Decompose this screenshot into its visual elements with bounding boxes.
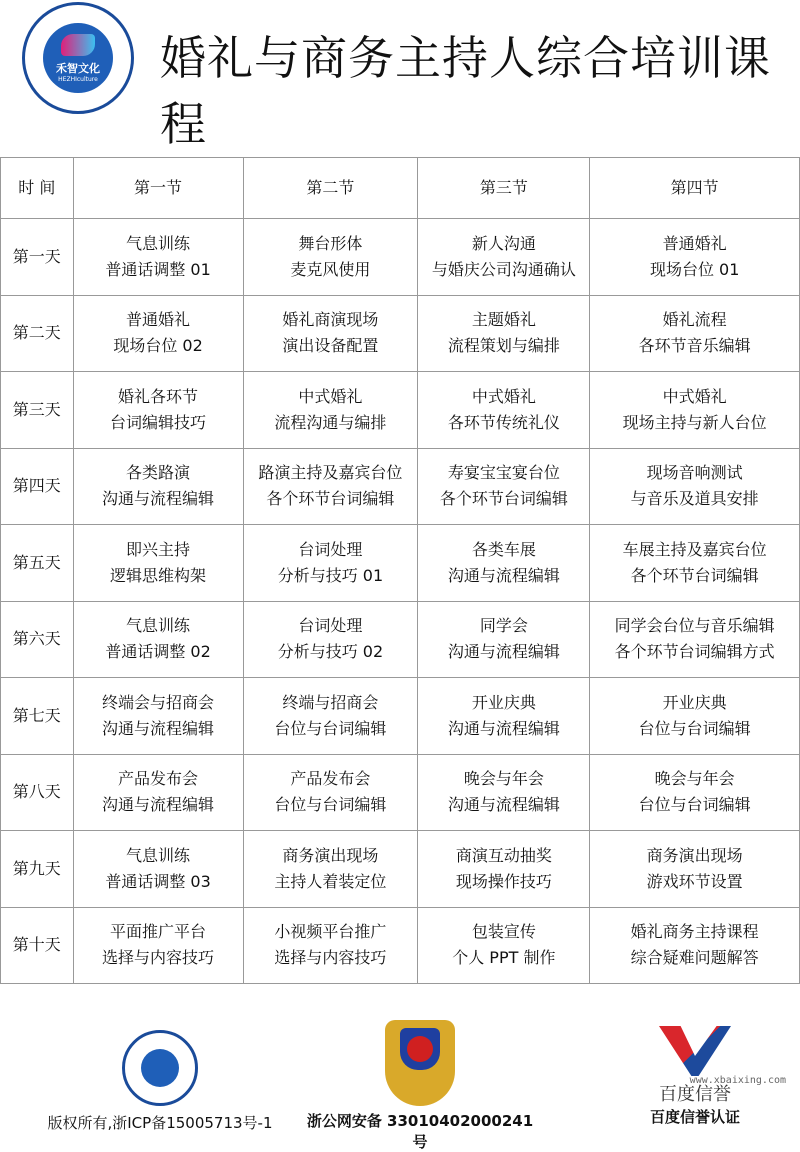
session-line: 普通话调整 01 <box>105 259 211 279</box>
session-line: 台位与台词编辑 <box>638 718 751 738</box>
session-cell <box>418 219 590 296</box>
session-line: 各个环节台词编辑 <box>630 565 759 585</box>
session-cell <box>243 295 418 372</box>
session-line: 演出设备配置 <box>282 336 379 356</box>
day-cell: 第四天 <box>1 448 74 525</box>
session-line: 与音乐及道具安排 <box>630 489 759 509</box>
session-cell <box>73 295 243 372</box>
session-line: 普通话调整 02 <box>105 642 211 662</box>
session-cell <box>243 601 418 678</box>
session-line: 婚礼商演现场 <box>282 310 379 330</box>
baidu-credibility-icon <box>659 1026 731 1076</box>
session-cell <box>418 525 590 602</box>
table-row <box>1 601 800 678</box>
session-cell <box>73 907 243 984</box>
session-cell <box>418 907 590 984</box>
session-cell <box>418 295 590 372</box>
session-line: 游戏环节设置 <box>646 871 743 891</box>
session-cell <box>73 525 243 602</box>
day-cell: 第一天 <box>1 219 74 296</box>
session-line: 产品发布会 <box>118 769 199 789</box>
session-line: 寿宴宝宝宴台位 <box>447 463 560 483</box>
session-cell <box>590 907 800 984</box>
police-record-text[interactable]: 浙公网安备 33010402000241号 <box>306 1112 534 1151</box>
session-cell <box>590 601 800 678</box>
footer-copyright <box>40 1020 280 1133</box>
company-logo <box>22 2 134 114</box>
session-cell <box>590 678 800 755</box>
footer-baidu[interactable] <box>610 1020 780 1127</box>
day-cell: 第五天 <box>1 525 74 602</box>
session-line: 商务演出现场 <box>646 845 743 865</box>
footer-logo <box>122 1030 198 1106</box>
column-header: 第一节 <box>73 158 243 219</box>
session-line: 台位与台词编辑 <box>274 718 387 738</box>
session-line: 沟通与流程编辑 <box>447 642 560 662</box>
session-line: 气息训练 <box>126 616 191 636</box>
table-row <box>1 295 800 372</box>
session-cell <box>590 219 800 296</box>
session-line: 普通婚礼 <box>126 310 191 330</box>
column-header: 时 间 <box>1 158 74 219</box>
session-line: 台位与台词编辑 <box>638 795 751 815</box>
session-line: 商务演出现场 <box>282 845 379 865</box>
session-cell <box>418 448 590 525</box>
session-line: 选择与内容技巧 <box>102 948 215 968</box>
session-cell <box>73 678 243 755</box>
session-line: 沟通与流程编辑 <box>102 718 215 738</box>
session-line: 各个环节台词编辑方式 <box>614 642 775 662</box>
baidu-logo-text: 百度信誉 <box>659 1084 731 1105</box>
session-cell <box>590 831 800 908</box>
session-line: 包装宣传 <box>471 922 536 942</box>
session-line: 现场主持与新人台位 <box>622 412 767 432</box>
session-cell <box>73 219 243 296</box>
session-line: 晚会与年会 <box>654 769 735 789</box>
session-cell <box>243 678 418 755</box>
session-line: 产品发布会 <box>290 769 371 789</box>
session-line: 台词处理 <box>298 616 363 636</box>
session-cell <box>418 678 590 755</box>
session-line: 商演互动抽奖 <box>455 845 552 865</box>
session-cell <box>590 754 800 831</box>
column-header: 第二节 <box>243 158 418 219</box>
session-line: 婚礼流程 <box>662 310 727 330</box>
table-row <box>1 754 800 831</box>
table-row <box>1 372 800 449</box>
session-line: 同学会台位与音乐编辑 <box>614 616 775 636</box>
session-line: 主持人着装定位 <box>274 871 387 891</box>
session-line: 各类车展 <box>471 539 536 559</box>
session-cell <box>418 372 590 449</box>
session-cell <box>418 831 590 908</box>
session-cell <box>243 219 418 296</box>
session-line: 流程策划与编排 <box>447 336 560 356</box>
session-cell <box>243 907 418 984</box>
session-line: 分析与技巧 02 <box>277 642 384 662</box>
session-line: 新人沟通 <box>471 233 536 253</box>
session-line: 个人 PPT 制作 <box>452 948 556 968</box>
session-line: 各环节传统礼仪 <box>447 412 560 432</box>
table-row <box>1 525 800 602</box>
police-badge-icon <box>385 1020 455 1106</box>
day-cell: 第十天 <box>1 907 74 984</box>
session-line: 综合疑难问题解答 <box>630 948 759 968</box>
session-cell <box>418 754 590 831</box>
course-schedule-table <box>0 157 800 984</box>
session-line: 气息训练 <box>126 233 191 253</box>
session-line: 流程沟通与编排 <box>274 412 387 432</box>
logo-name: 禾智文化 <box>56 62 100 75</box>
session-cell <box>243 448 418 525</box>
session-line: 沟通与流程编辑 <box>447 565 560 585</box>
session-line: 同学会 <box>479 616 528 636</box>
session-line: 现场音响测试 <box>646 463 743 483</box>
table-row <box>1 831 800 908</box>
baidu-credit-text[interactable]: 百度信誉认证 <box>649 1108 740 1126</box>
session-cell <box>590 372 800 449</box>
session-line: 车展主持及嘉宾台位 <box>622 539 767 559</box>
session-line: 与婚庆公司沟通确认 <box>431 259 576 279</box>
session-cell <box>73 448 243 525</box>
session-line: 平面推广平台 <box>110 922 207 942</box>
day-cell: 第九天 <box>1 831 74 908</box>
session-line: 普通婚礼 <box>662 233 727 253</box>
session-line: 各个环节台词编辑 <box>266 489 395 509</box>
day-cell: 第二天 <box>1 295 74 372</box>
session-line: 现场台位 02 <box>113 336 203 356</box>
session-line: 舞台形体 <box>298 233 363 253</box>
session-line: 沟通与流程编辑 <box>102 489 215 509</box>
session-line: 现场台位 01 <box>649 259 740 279</box>
session-line: 气息训练 <box>126 845 191 865</box>
session-line: 台位与台词编辑 <box>274 795 387 815</box>
session-line: 路演主持及嘉宾台位 <box>258 463 403 483</box>
session-line: 台词处理 <box>298 539 363 559</box>
logo-name-en: HEZHIculture <box>58 76 98 83</box>
session-line: 小视频平台推广 <box>274 922 387 942</box>
footer-police[interactable] <box>300 1020 540 1152</box>
column-header: 第三节 <box>418 158 590 219</box>
session-line: 各个环节台词编辑 <box>439 489 568 509</box>
session-line: 婚礼商务主持课程 <box>630 922 759 942</box>
table-row <box>1 219 800 296</box>
session-line: 中式婚礼 <box>662 386 727 406</box>
session-cell <box>243 831 418 908</box>
table-row <box>1 448 800 525</box>
session-cell <box>590 448 800 525</box>
session-line: 现场操作技巧 <box>455 871 552 891</box>
table-row <box>1 907 800 984</box>
day-cell: 第六天 <box>1 601 74 678</box>
session-line: 主题婚礼 <box>471 310 536 330</box>
session-line: 中式婚礼 <box>298 386 363 406</box>
session-line: 开业庆典 <box>662 692 727 712</box>
session-cell <box>590 295 800 372</box>
session-cell <box>243 372 418 449</box>
session-line: 普通话调整 03 <box>105 871 211 891</box>
session-line: 沟通与流程编辑 <box>447 795 560 815</box>
session-line: 开业庆典 <box>471 692 536 712</box>
session-line: 各类路演 <box>126 463 191 483</box>
session-line: 分析与技巧 01 <box>277 565 384 585</box>
session-line: 婚礼各环节 <box>118 386 199 406</box>
session-cell <box>73 831 243 908</box>
day-cell: 第三天 <box>1 372 74 449</box>
session-cell <box>243 754 418 831</box>
session-line: 终端与招商会 <box>282 692 379 712</box>
copyright-text: 版权所有,浙ICP备15005713号-1 <box>47 1114 273 1132</box>
table-row <box>1 678 800 755</box>
session-cell <box>73 601 243 678</box>
watermark: www.xbaixing.com <box>689 1075 786 1086</box>
day-cell: 第七天 <box>1 678 74 755</box>
session-cell <box>243 525 418 602</box>
session-line: 即兴主持 <box>126 539 191 559</box>
session-line: 选择与内容技巧 <box>274 948 387 968</box>
session-line: 中式婚礼 <box>471 386 536 406</box>
session-cell <box>418 601 590 678</box>
session-line: 沟通与流程编辑 <box>447 718 560 738</box>
session-line: 各环节音乐编辑 <box>638 336 751 356</box>
session-cell <box>73 754 243 831</box>
column-header: 第四节 <box>590 158 800 219</box>
session-line: 晚会与年会 <box>463 769 544 789</box>
session-line: 终端会与招商会 <box>102 692 215 712</box>
session-cell <box>590 525 800 602</box>
session-cell <box>73 372 243 449</box>
session-line: 麦克风使用 <box>290 259 371 279</box>
session-line: 台词编辑技巧 <box>110 412 207 432</box>
day-cell: 第八天 <box>1 754 74 831</box>
page-title: 婚礼与商务主持人综合培训课程 <box>160 31 771 151</box>
session-line: 逻辑思维构架 <box>110 565 207 585</box>
session-line: 沟通与流程编辑 <box>102 795 215 815</box>
